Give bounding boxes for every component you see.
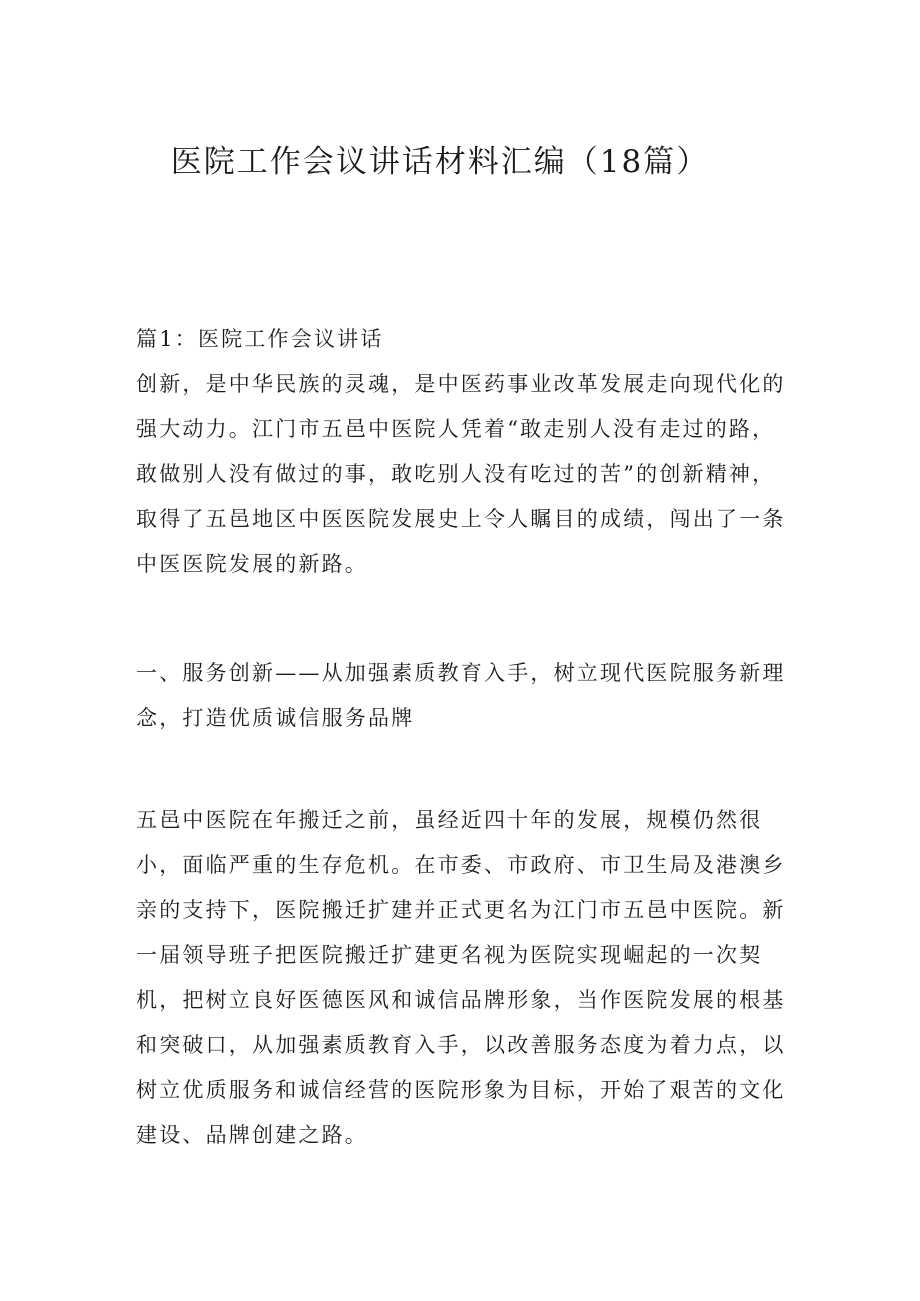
- paragraph-intro: 创新，是中华民族的灵魂，是中医药事业改革发展走向现代化的强大动力。江门市五邑中医院人凭着“敢走别人没有走过的路，敢做别人没有做过的事，敢吃别人没有吃过的苦”的创新精神，取得了五邑地区中医医院发展史上令人瞩目的成绩，闯出了一条中医医院发展的新路。: [136, 372, 786, 576]
- paragraph-hospital-history: 五邑中医院在年搬迁之前，虽经近四十年的发展，规模仍然很小，面临严重的生存危机。在市委、市政府、市卫生局及港澳乡亲的支持下，医院搬迁扩建并正式更名为江门市五邑中医院。新一届领导班子把医院搬迁扩建更名视为医院实现崛起的一次契机，把树立良好医德医风和诚信品牌形象，当作医院发展的根基和突破口，从加强素质教育入手，以改善服务态度为着力点，以树立优质服务和诚信经营的医院形象为目标，开始了艰苦的文化建设、品牌创建之路。: [136, 808, 786, 1147]
- paragraph-subheading-service-innovation: 一、服务创新——从加强素质教育入手，树立现代医院服务新理念，打造优质诚信服务品牌: [136, 661, 786, 730]
- section-heading: 篇1：医院工作会议讲话: [136, 327, 384, 351]
- document-title: 医院工作会议讲话材料汇编（18篇）: [170, 144, 710, 180]
